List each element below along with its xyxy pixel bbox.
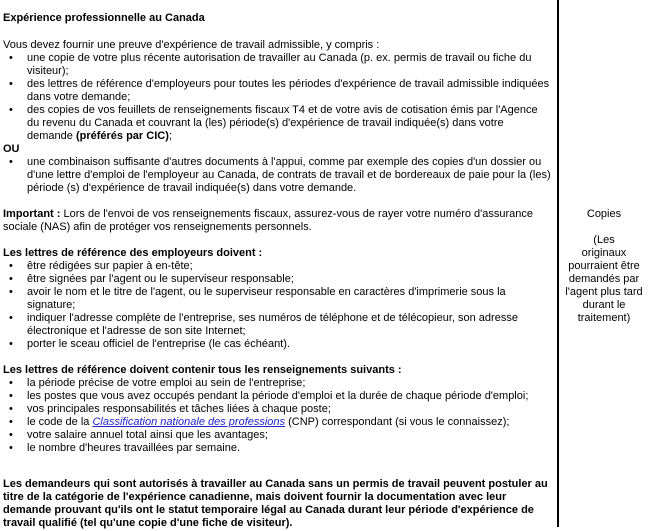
list-item <box>3 416 551 429</box>
list-item-prefix: le code de la <box>27 416 93 428</box>
intro-paragraph: Vous devez fournir une preuve d'expérience de travail admissible, y compris : <box>3 39 380 51</box>
list-item <box>3 286 551 312</box>
list-item-text: le nombre d'heures travaillées par semaine. <box>27 442 241 454</box>
contents-heading: Les lettres de référence doivent contenir tous les renseignements suivants : <box>3 364 402 376</box>
copies-note-line: originaux <box>581 247 627 259</box>
letters-heading: Les lettres de référence des employeurs doivent : <box>3 247 263 259</box>
list-item-text: votre salaire annuel total ainsi que les avantages; <box>27 429 268 441</box>
list-item-text: porter le sceau officiel de l'entreprise (le cas échéant). <box>27 338 290 350</box>
cnp-link[interactable]: Classification nationale des professions <box>92 416 286 428</box>
list-item-suffix: (CNP) correspondant (si vous le connaissez); <box>285 416 510 428</box>
list-item <box>3 429 551 442</box>
list-item <box>3 260 551 273</box>
copies-column <box>559 0 649 325</box>
list-item-text: des copies de vos feuillets de renseignements fiscaux T4 et de votre avis de cotisation émis par l'Agence du revenu du Canada et couvrant la (les) période(s) d'expérience de travail indiquée(s) dans votre demande <box>27 104 538 142</box>
copies-note-line: (Les <box>593 234 615 246</box>
list-item-text: indiquer l'adresse complète de l'entreprise, ses numéros de téléphone et de télécopieur, son adresse électronique et l'adresse de son site Internet; <box>27 312 518 337</box>
copies-note-line: durant le <box>582 299 626 311</box>
or-list <box>3 156 551 195</box>
list-item-text: une copie de votre plus récente autorisation de travailler au Canada (p. ex. permis de travail ou fiche du visiteur); <box>27 52 532 77</box>
copies-note-line: traitement) <box>577 312 631 324</box>
list-item-text: la période précise de votre emploi au sein de l'entreprise; <box>27 377 306 389</box>
important-paragraph <box>3 208 551 234</box>
list-item-text: être signées par l'agent ou le superviseur responsable; <box>27 273 294 285</box>
list-item-suffix: ; <box>168 130 172 142</box>
list-item <box>3 442 551 455</box>
copies-note-line: demandés par <box>568 273 640 285</box>
footer-paragraph: Les demandeurs qui sont autorisés à travailler au Canada sans un permis de travail peuvent postuler au titre de la catégorie de l'expérience canadienne, mais doivent fournir la documentation avec leur demande prouvant qu'ils ont le statut temporaire légal au Canada durant leur période d'expérience de travail qualifié (tel qu'une copie d'une fiche de visiteur). <box>3 478 548 529</box>
list-item-text: vos principales responsabilités et tâches liées à chaque poste; <box>27 403 331 415</box>
list-item-text: avoir le nom et le titre de l'agent, ou le superviseur responsable en caractères d'imprimerie sous la signature; <box>27 286 506 311</box>
list-item <box>3 377 551 390</box>
list-item-text: des lettres de référence d'employeurs pour toutes les périodes d'expérience de travail admissible indiquées dans votre demande; <box>27 78 550 103</box>
copies-note-line: l'agent plus tard <box>565 286 643 298</box>
important-label: Important : <box>3 208 61 220</box>
copies-label: Copies <box>586 208 622 220</box>
list-item <box>3 338 551 351</box>
list-item-text: être rédigées sur papier à en-tête; <box>27 260 193 272</box>
list-item <box>3 78 551 104</box>
list-item-bold-text: (préférés par CIC) <box>75 130 169 142</box>
list-item <box>3 273 551 286</box>
or-label: OU <box>3 143 20 155</box>
list-item <box>3 312 551 338</box>
list-item <box>3 156 551 195</box>
list-item <box>3 104 551 143</box>
copies-note-line: pourraient être <box>568 260 640 272</box>
list-item <box>3 390 551 403</box>
list-item-text: les postes que vous avez occupés pendant la période d'emploi et la durée de chaque période d'emploi; <box>27 390 529 402</box>
contents-list <box>3 377 551 455</box>
evidence-list <box>3 52 551 143</box>
copies-note <box>559 234 649 325</box>
list-item <box>3 52 551 78</box>
letters-list <box>3 260 551 351</box>
list-item <box>3 403 551 416</box>
section-title: Expérience professionnelle au Canada <box>3 12 205 24</box>
important-text: Lors de l'envoi de vos renseignements fiscaux, assurez-vous de rayer votre numéro d'assurance sociale (NAS) afin de protéger vos renseignements personnels. <box>3 208 534 233</box>
list-item-text: une combinaison suffisante d'autres documents à l'appui, comme par exemple des copies d'un dossier ou d'une lettre d'emploi de l'employeur au Canada, de contrats de travail et de bordereaux de paie pour la (les) période (s) d'expérience de travail indiquée(s) dans votre demande. <box>27 156 551 194</box>
